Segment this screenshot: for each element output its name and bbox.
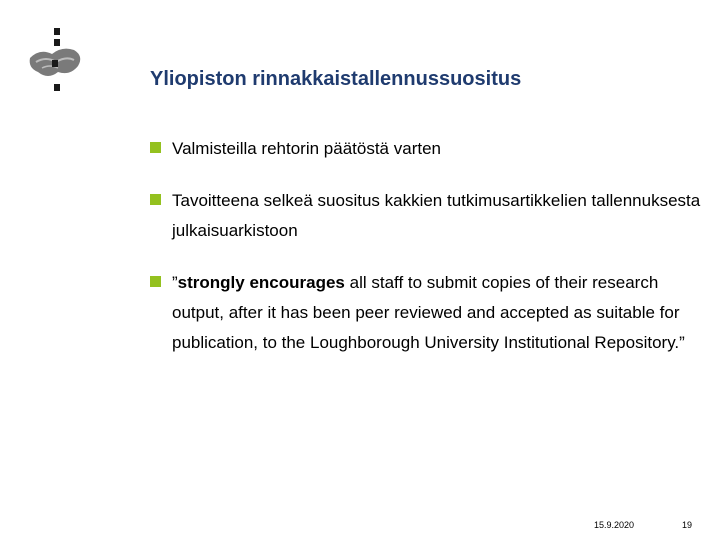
bullet-text: Valmisteilla rehtorin päätöstä varten (172, 139, 441, 158)
page-number: 19 (682, 520, 693, 530)
bullet-item (148, 268, 708, 358)
bullet-text: all staff to submit copies of their research output, after it has been peer reviewed and accepted as suitable for publication, to the Loughborough University Institutional Repository.” (172, 273, 685, 352)
bullet-text: Tavoitteena selkeä suositus kakkien tutkimusartikkelien tallennuksesta julkaisuarkistoon (172, 191, 701, 240)
slide-title: Yliopiston rinnakkaistallennussuositus (150, 68, 522, 90)
square-bullet-icon (150, 276, 161, 287)
quote-open: ” (172, 273, 178, 292)
bullet-item (148, 186, 708, 246)
university-logo-icon (22, 26, 88, 96)
bullet-list (148, 134, 708, 380)
bullet-item (148, 134, 708, 164)
square-bullet-icon (150, 142, 161, 153)
footer-date: 15.9.2020 (594, 520, 635, 530)
bullet-bold-text: strongly encourages (177, 273, 345, 292)
square-bullet-icon (150, 194, 161, 205)
